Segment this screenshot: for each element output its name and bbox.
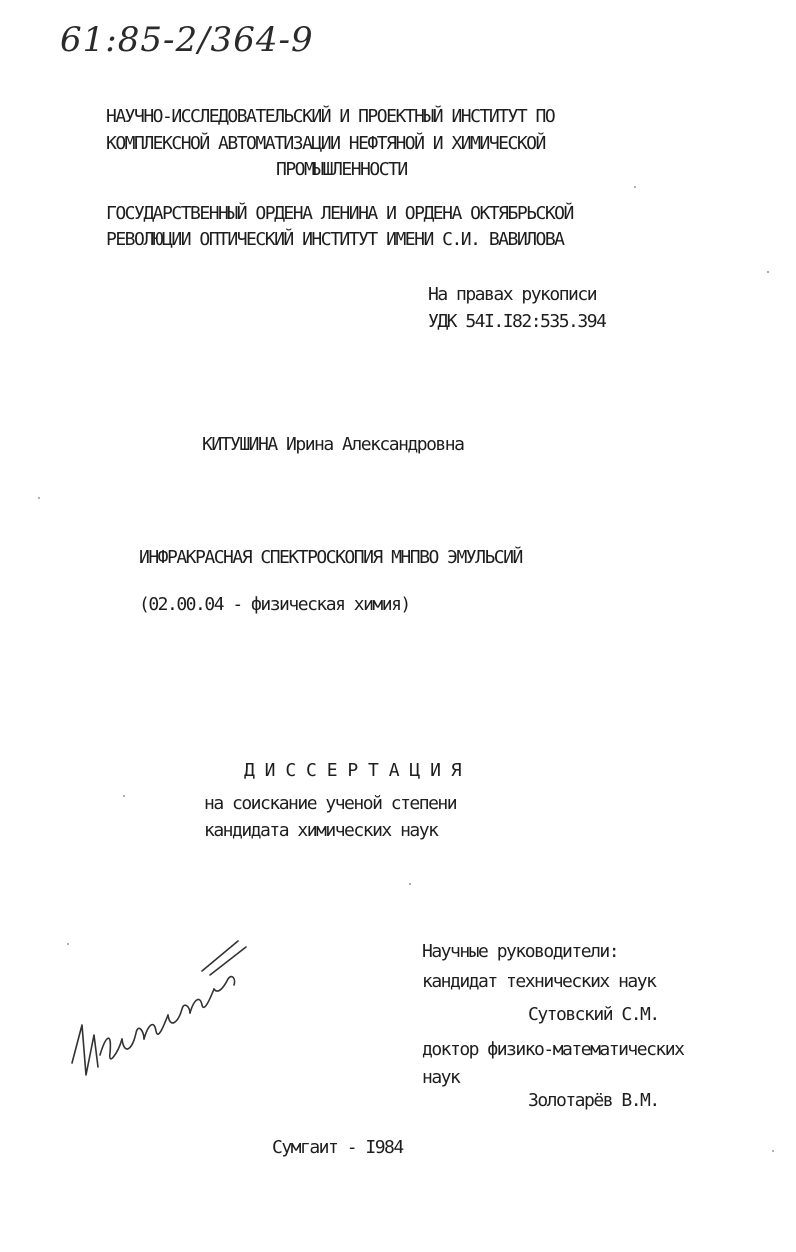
advisor-2-degree-line-2: наук [422,1067,460,1088]
advisor-2-degree-line-1: доктор физико-математических [422,1039,684,1060]
institute-2-line-1: ГОСУДАРСТВЕННЫЙ ОРДЕНА ЛЕНИНА И ОРДЕНА ОКТЯБРЬСКОЙ [106,203,573,224]
dissertation-title: ИНФРАКРАСНАЯ СПЕКТРОСКОПИЯ МНПВО ЭМУЛЬСИЙ [139,547,522,568]
scan-speck [634,186,636,188]
advisor-1-degree: кандидат технических наук [422,971,656,992]
scan-speck [767,271,769,273]
institute-1-line-2: КОМПЛЕКСНОЙ АВТОМАТИЗАЦИИ НЕФТЯНОЙ И ХИМИЧЕСКОЙ [106,133,545,154]
udc-code: УДК 54I.I82:535.394 [428,311,606,332]
institute-2-line-2: РЕВОЛЮЦИИ ОПТИЧЕСКИЙ ИНСТИТУТ ИМЕНИ С.И. ВАВИЛОВА [106,229,564,250]
advisor-1-name: Сутовский С.М. [528,1004,659,1025]
specialty-code: (02.00.04 - физическая химия) [139,594,410,615]
institute-1-line-3: ПРОМЫШЛЕННОСТИ [276,159,407,180]
advisor-2-name: Золотарёв В.М. [528,1090,659,1111]
scan-speck [409,883,411,885]
dissertation-line-1: на соискание ученой степени [204,793,457,814]
author-name: КИТУШИНА Ирина Александровна [202,434,464,455]
archive-number: 61:85-2/364-9 [60,20,314,60]
author-signature [60,935,260,1105]
dissertation-line-2: кандидата химических наук [204,820,438,841]
city-year: Сумгаит - I984 [272,1137,403,1158]
scan-speck [38,497,40,499]
scan-speck [67,943,69,945]
institute-1-line-1: НАУЧНО-ИССЛЕДОВАТЕЛЬСКИЙ И ПРОЕКТНЫЙ ИНСТИТУТ ПО [106,106,555,127]
scan-speck [123,795,125,797]
scan-speck [772,1150,774,1152]
manuscript-rights: На правах рукописи [428,284,597,305]
dissertation-heading: Д И С С Е Р Т А Ц И Я [244,760,462,781]
advisors-heading: Научные руководители: [422,941,619,962]
